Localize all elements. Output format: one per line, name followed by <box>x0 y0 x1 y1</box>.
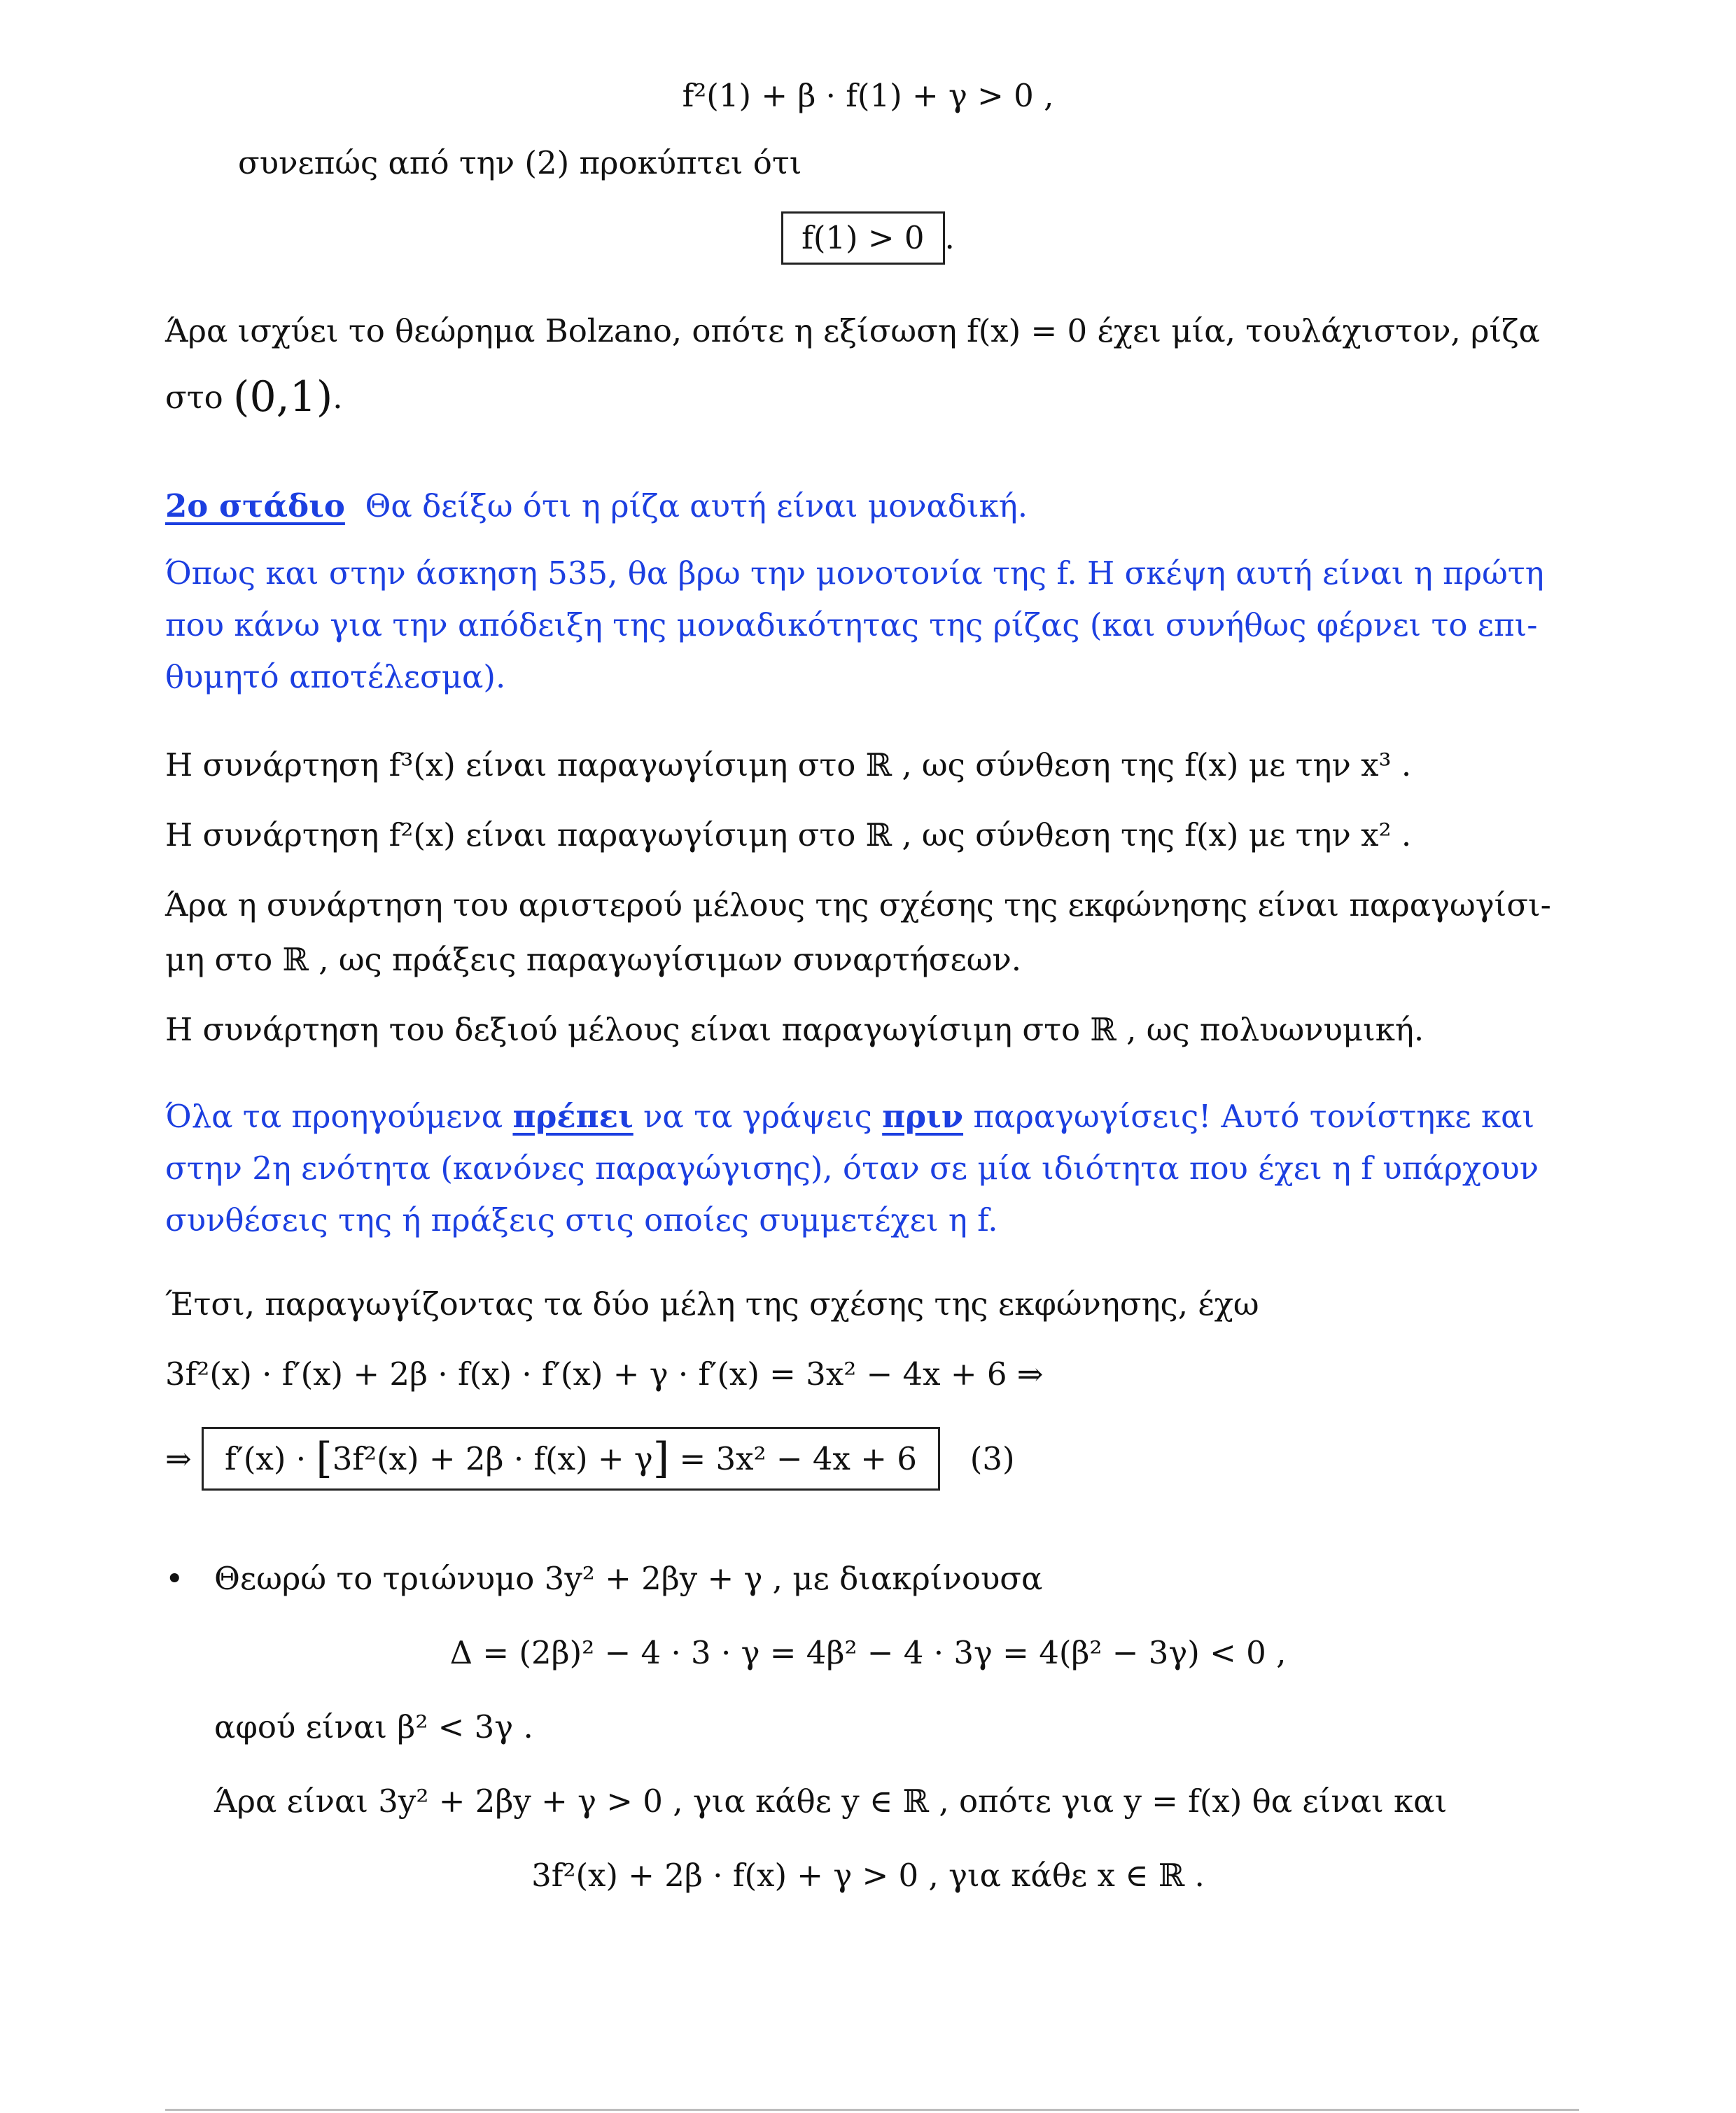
equation-f1-positive-expression: f²(1) + β · f(1) + γ > 0 , <box>682 77 1054 114</box>
interval-line <box>165 371 1579 424</box>
trinomial-text: Θεωρώ το τριώνυμο 3y² + 2βy + γ , με διακρίνουσα <box>214 1560 1043 1597</box>
boxed-result-line <box>0 211 1736 265</box>
equation-tag-3: (3) <box>969 1440 1015 1477</box>
blue-note-1-line-2: που κάνω για την απόδειξη της μοναδικότητας της ρίζας (και συνήθως φέρνει το επι- <box>165 606 1538 643</box>
left-member-line-2: μη στο ℝ , ως πράξεις παραγωγίσιμων συναρτήσεων. <box>165 941 1022 978</box>
discriminant-equation: Δ = (2β)² − 4 · 3 · γ = 4β² − 4 · 3γ = 4(β² − 3γ) < 0 , <box>449 1634 1287 1671</box>
since-condition: αφού είναι β² < 3γ . <box>214 1708 533 1745</box>
interval-prefix: στο <box>165 379 223 416</box>
stage-2-heading <box>165 480 1579 532</box>
consequence-text: συνεπώς από την (2) προκύπτει ότι <box>238 144 802 181</box>
bracket-close: ] <box>652 1434 670 1483</box>
blue-note-2-line-2: στην 2η ενότητα (κανόνες παραγώγισης), όταν σε μία ιδιότητα που έχει η f υπάρχουν <box>165 1150 1539 1187</box>
final-inequality: 3f²(x) + 2β · f(x) + γ > 0 , για κάθε x ∈ ℝ . <box>531 1857 1205 1894</box>
blue-note-1-line-1: Όπως και στην άσκηση 535, θα βρω την μονοτονία της f. Η σκέψη αυτή είναι η πρώτη <box>165 555 1544 592</box>
derivative-equation: 3f²(x) · f′(x) + 2β · f(x) · f′(x) + γ · f′(x) = 3x² − 4x + 6 ⇒ <box>165 1355 1044 1393</box>
boxed-result-period: . <box>944 219 955 256</box>
stage-2-text: Θα δείξω ότι η ρίζα αυτή είναι μοναδική. <box>365 487 1028 524</box>
boxed-derivative-bracket-content: 3f²(x) + 2β · f(x) + γ <box>332 1440 653 1477</box>
interval-value: (0,1) <box>233 372 333 421</box>
boxed-result: f(1) > 0 <box>781 211 944 265</box>
positivity-conclusion: Άρα είναι 3y² + 2βy + γ > 0 , για κάθε y ∈ ℝ , οπότε για y = f(x) θα είναι και <box>214 1783 1448 1820</box>
differentiation-intro: Έτσι, παραγωγίζοντας τα δύο μέλη της σχέσης της εκφώνησης, έχω <box>165 1285 1259 1323</box>
boxed-derivative-equation <box>202 1427 940 1491</box>
stage-2-label: 2ο στάδιο <box>165 487 345 524</box>
left-member-line-1: Άρα η συνάρτηση του αριστερού μέλους της σχέσης της εκφώνησης είναι παραγωγίσι- <box>165 886 1551 923</box>
bracket-open: [ <box>316 1434 332 1483</box>
interval-period: . <box>332 379 343 416</box>
boxed-derivative-factor: f′(x) · <box>225 1440 307 1477</box>
bolzano-sentence: Άρα ισχύει το θεώρημα Bolzano, οπότε η εξίσωση f(x) = 0 έχει μία, τουλάχιστον, ρίζα <box>165 312 1540 349</box>
blue-note-2-line-1 <box>165 1091 1579 1143</box>
blue-note-1-line-3: θυμητό αποτέλεσμα). <box>165 658 506 695</box>
blue-note-2-part-c: να τα γράψεις <box>633 1098 883 1135</box>
bullet-icon: • <box>165 1560 184 1597</box>
emphasis-must: πρέπει <box>512 1098 634 1135</box>
footer-rule <box>165 2109 1579 2111</box>
implies-arrow: ⇒ <box>165 1440 192 1477</box>
blue-note-2-part-e: παραγωγίσεις! Αυτό τονίστηκε και <box>963 1098 1535 1135</box>
derivability-f2: Η συνάρτηση f²(x) είναι παραγωγίσιμη στο ℝ , ως σύνθεση της f(x) με την x² . <box>165 816 1412 853</box>
boxed-derivative-rhs: = 3x² − 4x + 6 <box>679 1440 917 1477</box>
right-member-text: Η συνάρτηση του δεξιού μέλους είναι παραγωγίσιμη στο ℝ , ως πολυωνυμική. <box>165 1011 1424 1048</box>
blue-note-2-line-3: συνθέσεις της ή πράξεις στις οποίες συμμετέχει η f. <box>165 1201 998 1239</box>
emphasis-before: πριν <box>882 1098 964 1135</box>
boxed-derivative-line <box>165 1427 1579 1491</box>
derivability-f3: Η συνάρτηση f³(x) είναι παραγωγίσιμη στο ℝ , ως σύνθεση της f(x) με την x³ . <box>165 746 1412 783</box>
blue-note-2-part-a: Όλα τα προηγούμενα <box>165 1098 513 1135</box>
